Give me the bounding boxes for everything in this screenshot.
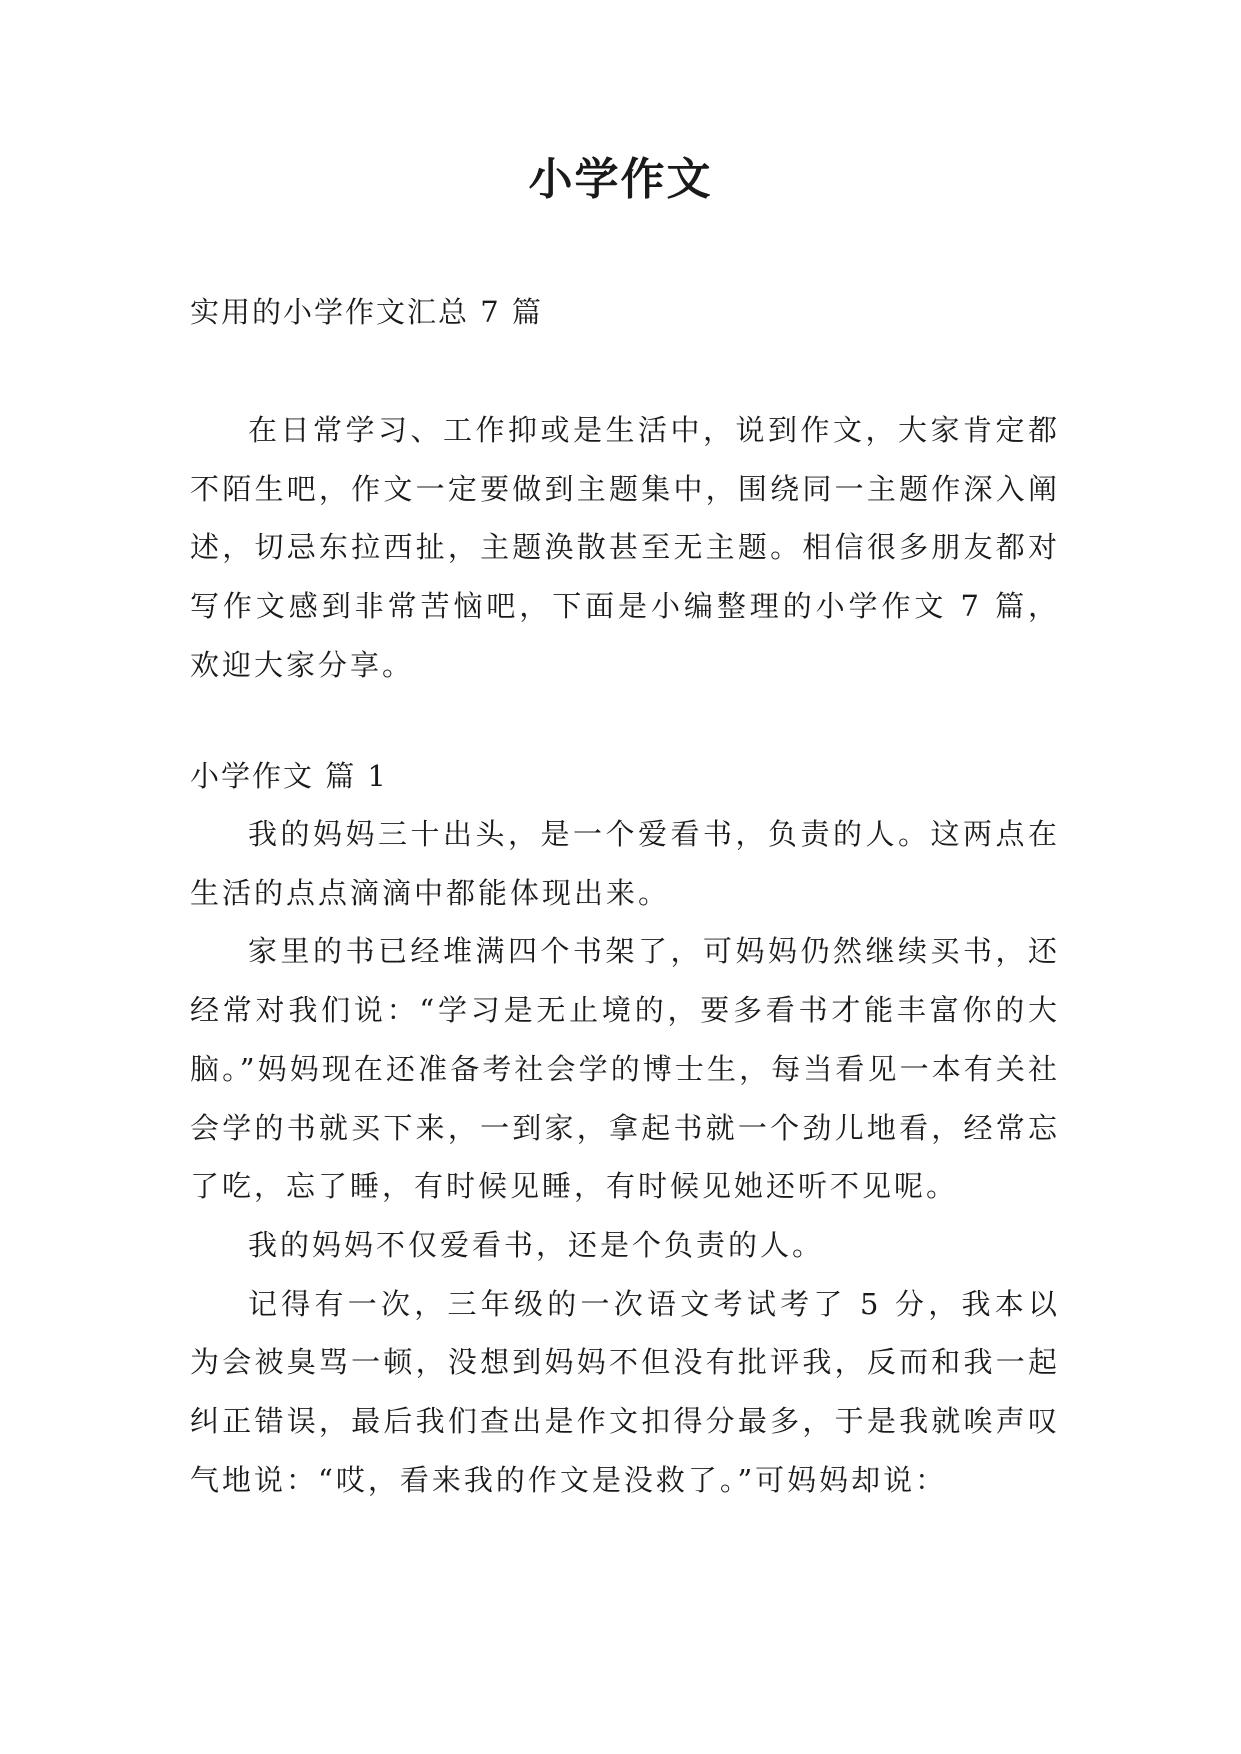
body-paragraph: 家里的书已经堆满四个书架了，可妈妈仍然继续买书，还经常对我们说：“学习是无止境的，要多看书才能丰富你的大脑。”妈妈现在还准备考社会学的博士生，每当看见一本有关社会学的书就买下来，一到家，拿起书就一个劲儿地看，经常忘了吃，忘了睡，有时候见睡，有时候见她还听不见呢。 (190, 934, 1060, 1204)
essay-body (190, 747, 1060, 1509)
body-paragraph: 我的妈妈三十出头，是一个爱看书，负责的人。这两点在生活的点点滴滴中都能体现出来。 (190, 817, 1060, 910)
intro-block (190, 401, 1060, 695)
document-title: 小学作文 (528, 154, 713, 205)
body-paragraph: 我的妈妈不仅爱看书，还是个负责的人。 (248, 1227, 825, 1262)
document-subtitle: 实用的小学作文汇总 7 篇 (190, 295, 543, 329)
body-paragraph: 记得有一次，三年级的一次语文考试考了 5 分，我本以为会被臭骂一顿，没想到妈妈不但没有批评我，反而和我一起纠正错误，最后我们查出是作文扣得分最多，于是我就唉声叹气地说：“哎，看来我的作文是没救了。”可妈妈却说： (190, 1286, 1060, 1497)
intro-paragraph: 在日常学习、工作抑或是生活中，说到作文，大家肯定都不陌生吧，作文一定要做到主题集中，围绕同一主题作深入阐述，切忌东拉西扯，主题涣散甚至无主题。相信很多朋友都对写作文感到非常苦恼吧，下面是小编整理的小学作文 7 篇，欢迎大家分享。 (190, 413, 1060, 682)
section-heading: 小学作文 篇 1 (190, 759, 388, 793)
